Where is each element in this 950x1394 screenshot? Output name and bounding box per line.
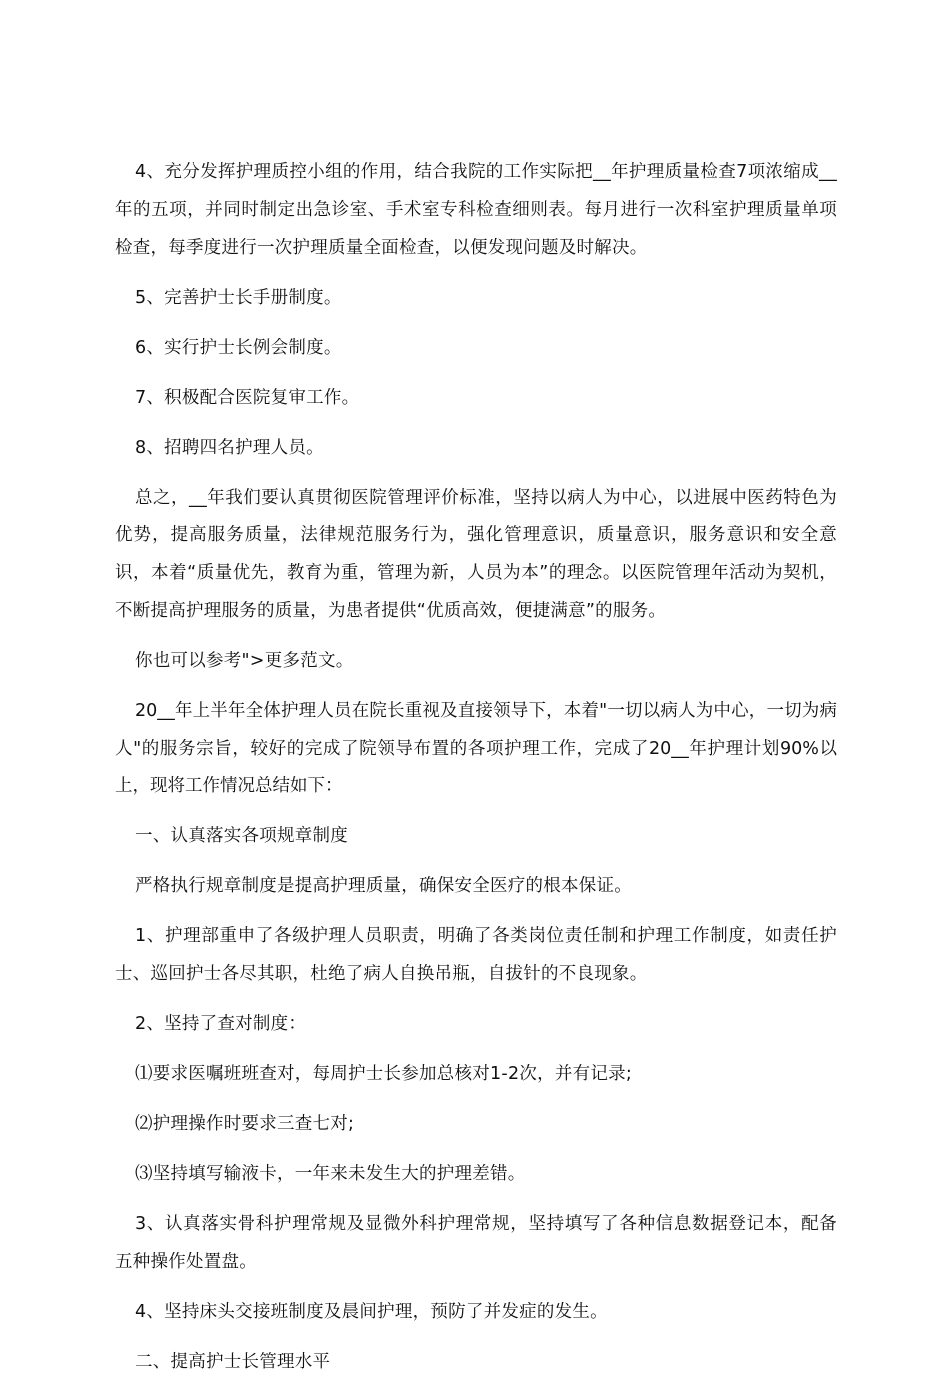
paragraph-bedside-handover: 4、坚持床头交接班制度及晨间护理，预防了并发症的发生。: [135, 1301, 608, 1322]
paragraph-head-nurse-manual: 5、完善护士长手册制度。: [135, 287, 342, 308]
section-heading-rules: 一、认真落实各项规章制度: [135, 826, 348, 847]
document-body: [115, 154, 837, 1394]
section-heading-management: 二、提高护士长管理水平: [135, 1351, 331, 1372]
list-item-infusion-card: ⑶坚持填写输液卡，一年来未发生大的护理差错。: [135, 1164, 526, 1185]
paragraph-hospital-review: 7、积极配合医院复审工作。: [135, 387, 360, 408]
paragraph-rules-importance: 严格执行规章制度是提高护理质量，确保安全医疗的根本保证。: [135, 876, 632, 897]
paragraph-summary: 总之，__年我们要认真贯彻医院管理评价标准，坚持以病人为中心，以进展中医药特色为优势，提高服务质量，法律规范服务行为，强化管理意识，质量意识，服务意识和安全意识，本着“质量优先，教育为重，管理为新，人员为本”的理念。以医院管理年活动为契机，不断提高护理服务的质量，为患者提供“优质高效，便捷满意”的服务。: [115, 487, 837, 621]
paragraph-half-year-intro: 20__年上半年全体护理人员在院长重视及直接领导下，本着"一切以病人为中心，一切为病人"的服务宗旨，较好的完成了院领导布置的各项护理工作，完成了20__年护理计划90%以上，现将工作情况总结如下：: [115, 700, 837, 797]
list-item-order-check: ⑴要求医嘱班班查对，每周护士长参加总核对1-2次，并有记录;: [135, 1064, 632, 1085]
list-item-three-checks: ⑵护理操作时要求三查七对;: [135, 1114, 355, 1135]
paragraph-head-nurse-meeting: 6、实行护士长例会制度。: [135, 337, 342, 358]
paragraph-check-system: 2、坚持了查对制度：: [135, 1014, 307, 1035]
paragraph-quality-control: 4、充分发挥护理质控小组的作用，结合我院的工作实际把__年护理质量检查7项浓缩成__年的五项，并同时制定出急诊室、手术室专科检查细则表。每月进行一次科室护理质量单项检查，每季度进行一次护理质量全面检查，以便发现问题及时解决。: [115, 162, 837, 258]
paragraph-recruitment: 8、招聘四名护理人员。: [135, 437, 324, 458]
paragraph-duties: 1、护理部重申了各级护理人员职责，明确了各类岗位责任制和护理工作制度，如责任护士、巡回护士各尽其职，杜绝了病人自换吊瓶，自拔针的不良现象。: [115, 926, 837, 985]
paragraph-orthopedic-routine: 3、认真落实骨科护理常规及显微外科护理常规，坚持填写了各种信息数据登记本，配备五种操作处置盘。: [115, 1214, 837, 1272]
paragraph-reference-note: 你也可以参考">更多范文。: [135, 650, 354, 671]
